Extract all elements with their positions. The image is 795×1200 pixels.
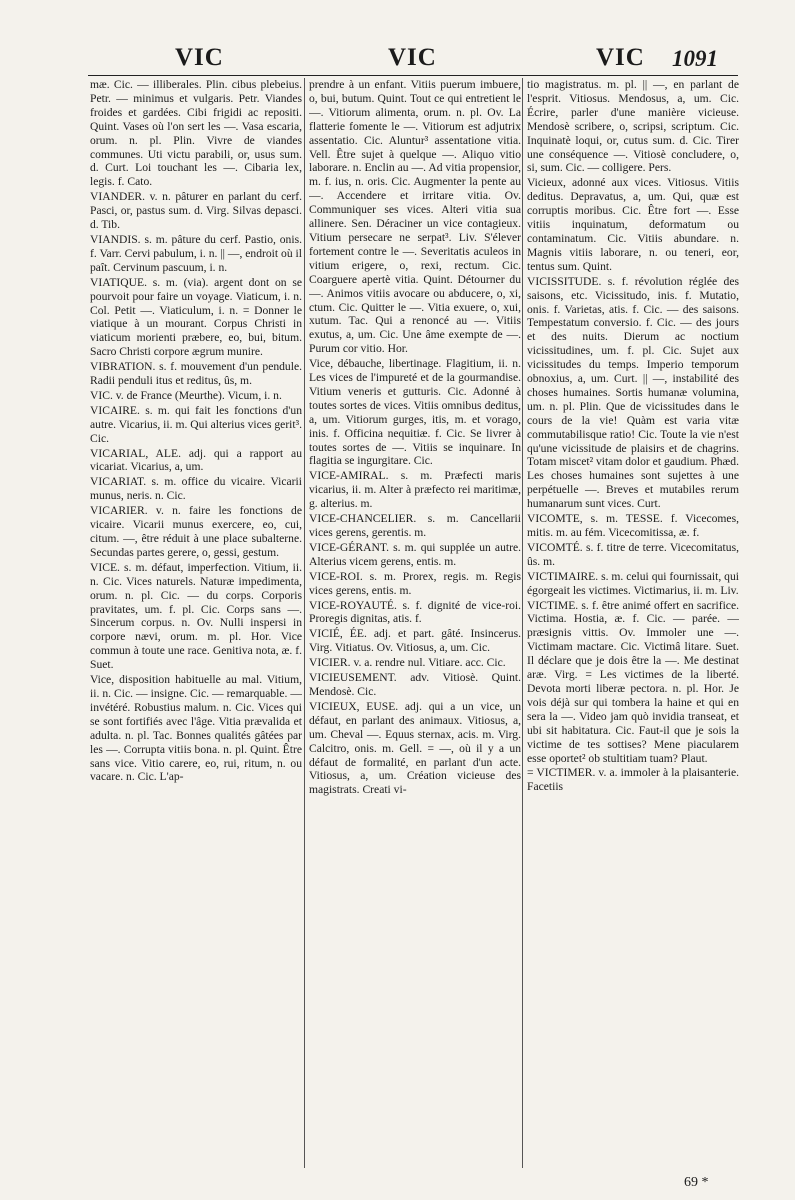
dictionary-entry: Vice, débauche, libertinage. Flagitium, ii. n. Les vices de l'impureté et de la gourmandise. Vitium veneris et gutturis. Cic. Adonné à toutes sortes de vices. Vitiis omnibus deditus, a, um. Vitiorum gurges, itis, m. et vorago, inis. f. Officina nequitiæ. f. Cic. Se livrer à toutes sortes de —. Vitiis se inquinare. In flagitia se ingurgitare. Cic. [309,357,521,468]
dictionary-entry: = VICTIMER. v. a. immoler à la plaisanterie. Facetiis [527,766,739,794]
header-right-word: VIC [596,44,645,71]
dictionary-entry: Vice, disposition habituelle au mal. Vitium, ii. n. Cic. — insigne. Cic. — remarquable. — invétéré. Robustius malum. n. Cic. Vices qui se sont fortifiés avec l'âge. Vitia prævalida et adulta. n. pl. Tac. Bonnes qualités gâtées par les —. Corrupta vitiis bona. n. pl. Quint. Être sans vice. Vitio carere, eo, rui, ritum, n. ou vacare. n. Cic. L'ap- [90,673,302,784]
dictionary-entry: VIANDIS. s. m. pâture du cerf. Pastio, onis. f. Varr. Cervi pabulum, i. n. || —, endroit où il paît. Cervinum pascuum, i. n. [90,232,302,274]
dictionary-entry: VIATIQUE. s. m. (via). argent dont on se pourvoit pour faire un voyage. Viaticum, i. n. Col. Petit —. Viaticulum, i. n. = Donner le viatique à un mourant. Corpus Christi in viaticum morienti præbere, eo, bui, bitum. Sacro Christi corpore ægrum munire. [90,275,302,359]
dictionary-entry: mæ. Cic. — illiberales. Plin. cibus plebeius. Petr. — minimus et vulgaris. Petr. Viandes froides et gardées. Cibi frigidi ac repositi. Quint. Vases où l'on sert les —. Vasa escaria, orum. n. pl. Plin. Vivre de viandes communes. Uti victu parabili, or, usus sum. d. Curt. Loi touchant les —. Cibaria lex, legis. f. Cato. [90,78,302,189]
dictionary-entry: VICIÉ, ÉE. adj. et part. gâté. Insincerus. Virg. Vitiatus. Ov. Vitiosus, a, um. Cic. [309,627,521,655]
dictionary-entry: Vicieux, adonné aux vices. Vitiosus. Vitiis deditus. Depravatus, a, um. Qui, quæ est corruptis moribus. Cic. Être fort —. Esse vitiis inquinatum, deformatum ou contaminatum. Cic. Vitiis abundare. n. Magnis vitiis laborare, n. ou teneri, eor, tentus sum. Quint. [527,176,739,273]
dictionary-column-left [90,78,302,1168]
dictionary-entry: VICTIMAIRE. s. m. celui qui fournissait, qui égorgeait les victimes. Victimarius, ii. m. Liv. [527,569,739,597]
header-center-word: VIC [388,44,437,71]
dictionary-entry: VICIER. v. a. rendre nul. Vitiare. acc. Cic. [309,656,506,670]
header-rule [88,75,738,76]
dictionary-entry: VICE-AMIRAL. s. m. Præfecti maris vicarius, ii. m. Alter à præfecto rei maritimæ, g. alterius. m. [309,469,521,511]
dictionary-entry: VICE-ROI. s. m. Prorex, regis. m. Regis vices gerens, entis. m. [309,569,521,597]
dictionary-entry: VIC. v. de France (Meurthe). Vicum, i. n. [90,388,282,402]
dictionary-entry: VICOMTÉ. s. f. titre de terre. Vicecomitatus, ûs. m. [527,540,739,568]
dictionary-entry: VICE-CHANCELIER. s. m. Cancellarii vices gerens, gerentis. m. [309,512,521,539]
dictionary-entry: VICAIRE. s. m. qui fait les fonctions d'un autre. Vicarius, ii. m. Qui alterius vices gerit³. Cic. [90,403,302,445]
dictionary-entry: VICOMTE, s. m. TESSE. f. Vicecomes, mitis. m. au fém. Vicecomitissa, æ. f. [527,512,739,539]
dictionary-entry: VICTIME. s. f. être animé offert en sacrifice. Victima. Hostia, æ. f. Cic. — parée. — præsignis vittis. Ov. Immoler une —. Victimam mactare. Cic. Victimâ litare. Suet. Il déclare que je dois être la —. Me destinat aræ. Virg. = Les victimes de la liberté. Devota morti liberæ pectora. n. pl. Hor. Je vois déjà sur qui tombera la haine et qui en sera la —. Video jam quò invidia transeat, et ubi sit habitatura. Cic. Faut-il que je sois la victime de tes sottises? Mene piacularem esse oportet² ob stultitiam tuam? Plaut. [527,598,739,765]
dictionary-column-right [527,78,739,1168]
column-divider [522,78,523,1168]
dictionary-entry: VIBRATION. s. f. mouvement d'un pendule. Radii penduli itus et reditus, ûs, m. [90,360,302,388]
dictionary-entry: prendre à un enfant. Vitiis puerum imbuere, o, bui, butum. Quint. Tout ce qui entretient le —. Vitiorum alimenta, orum. n. pl. Ov. La flatterie fomente le —. Vitiorum est adjutrix assentatio. Cic. Aluntur³ assentatione vitia. Vell. Être sujet à quelque —. Aliquo vitio laborare. n. Enclin au —. Ad vitia propensior, m. f. ius, n. oris. Cic. Augmenter la pente au —. Accendere et irritare vitia. Ov. Communiquer ses vices. Alteri vitia sua allinere. Sen. Déraciner un vice contagieux. Vitium persecare ne serpat³. Liv. S'élever fortement contre le —. Severitatis aculeos in vitium erigere, o, rexi, rectum. Cic. Coarguere apertè vitia. Quint. Détourner du —. Animos vitiis avocare ou abducere, o, xi, ctum. Cic. Quitter le —. Vitia exuere, o, xui, xutum. Tac. Qui a renoncé au —. Vitiis exutus, a, um. Cic. Une âme exempte de —. Purum cor vitio. Hor. [309,78,521,356]
dictionary-entry: VICE-ROYAUTÉ. s. f. dignité de vice-roi. Proregis dignitas, atis. f. [309,598,521,626]
dictionary-entry: tio magistratus. m. pl. || —, en parlant de l'esprit. Vitiosus. Mendosus, a, um. Cic. Écrire, parler d'une manière vicieuse. Mendosè scribere, o, scripsi, scriptum. Cic. Inquinatè loqui, or, cutus sum. d. Cic. Tirer une conséquence —. Vitiosè concludere, o, si, sum. Cic. — colligere. Pers. [527,78,739,175]
dictionary-entry: VICARIER. v. n. faire les fonctions de vicaire. Vicarii munus exercere, eo, cui, citum. —, être réduit à une place subalterne. Secundas partes gerere, o, gessi, gestum. [90,504,302,559]
signature-mark: 69 * [684,1175,709,1190]
dictionary-entry: VICIEUX, EUSE. adj. qui a un vice, un défaut, en parlant des animaux. Vitiosus, a, um. Cheval —. Equus sternax, acis. m. Virg. Calcitro, onis. m. Gell. = —, où il y a un défaut de formalité, en parlant d'un acte. Vitiosus, a, um. Création vicieuse des magistrats. Creati vi- [309,699,521,797]
dictionary-entry: VICARIAL, ALE. adj. qui a rapport au vicariat. Vicarius, a, um. [90,446,302,474]
header-left-word: VIC [175,44,224,71]
page-header [0,44,795,78]
dictionary-entry: VICIEUSEMENT. adv. Vitiosè. Quint. Mendosè. Cic. [309,671,521,698]
dictionary-entry: VIANDER. v. n. pâturer en parlant du cerf. Pasci, or, pastus sum. d. Virg. Silvas depasci. d. Tib. [90,190,302,232]
column-divider [304,78,305,1168]
dictionary-entry: VICE. s. m. défaut, imperfection. Vitium, ii. n. Cic. Vices naturels. Naturæ impedimenta, orum. n. pl. Cic. — du corps. Corporis pravitates, um. f. pl. Cic. Corps sans —. Sincerum corpus. n. Ov. Nulli inspersi in corpore nævi, orum. m. pl. Hor. Vice commun à toute une race. Genitiva nota, æ. f. Suet. [90,560,302,672]
page-number: 1091 [672,46,718,71]
dictionary-entry: VICE-GÉRANT. s. m. qui supplée un autre. Alterius vicem gerens, entis. m. [309,540,521,568]
dictionary-entry: VICARIAT. s. m. office du vicaire. Vicarii munus, neris. n. Cic. [90,475,302,503]
dictionary-column-center [309,78,521,1168]
dictionary-entry: VICISSITUDE. s. f. révolution réglée des saisons, etc. Vicissitudo, inis. f. Mutatio, onis. f. Varietas, atis. f. Cic. — des saisons. Tempestatum conversio. f. Cic. — des jours et des nuits. Dierum ac noctium vicissitudines, um. f. pl. Cic. Sujet aux vicissitudes du temps. Imperio temporum obnoxius, a, um. Curt. || —, instabilité des choses humaines. Sortis humanæ volumina, um. n. pl. Plin. Que de vicissitudes dans le cours de la vie! Quàm est varia vitæ commutabilisque ratio! Cic. Toute la vie n'est qu'une vicissitude de plaisirs et de chagrins. Totam miscet² vitam dolor et gaudium. Phæd. Les choses humaines sont sujettes à une perpétuelle —. Breves et mutabiles rerum humanarum sunt vices. Curt. [527,274,739,511]
